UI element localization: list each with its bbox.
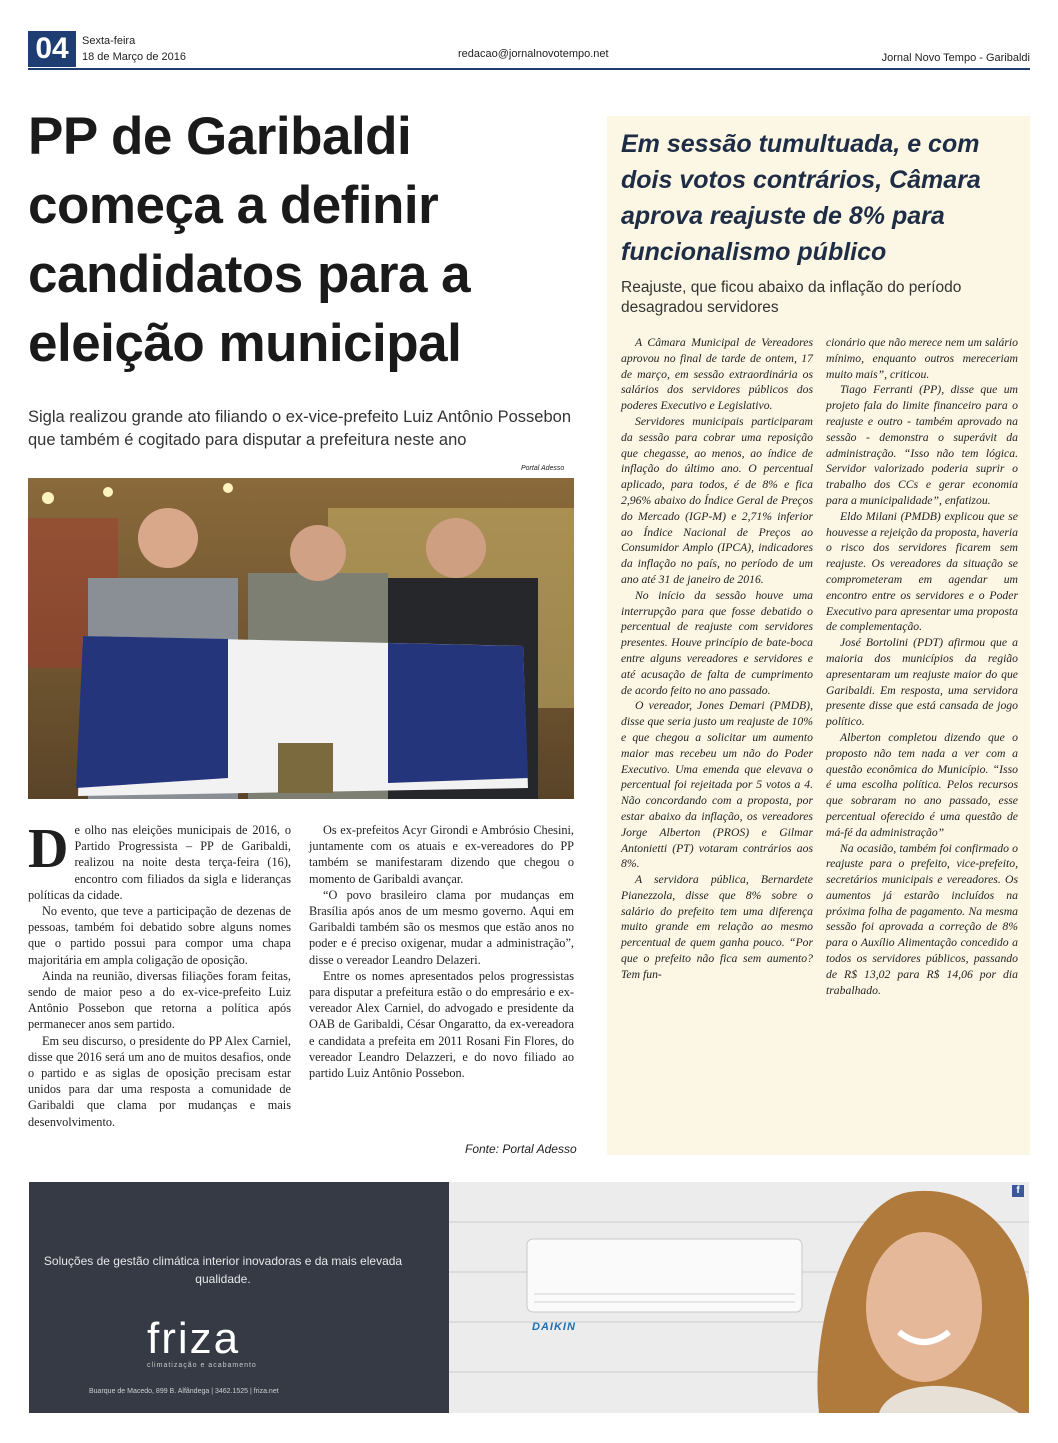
paragraph: Servidores municipais participaram da sessão para cobrar uma reposição que chegasse, ao menos, ao índice de inflação do último ano. O percentual aplicado, para todos, é de 8% e fica 2,96% abaixo do Índice Geral de Preços do Mercado (IGP-M) e 2,71% inferior ao Índice Nacional de Preços ao Consumidor Amplo (IPCA), indicadores da inflação no país, no período de um ano até 31 de janeiro de 2016.: [621, 414, 813, 586]
article-photo: [28, 478, 574, 799]
main-headline: PP de Garibaldi começa a definir candidatos para a eleição municipal: [28, 107, 471, 373]
paragraph: cionário que não merece nem um salário mínimo, enquanto outros mereceriam muito mais”, criticou.: [826, 336, 1018, 381]
side-headline: Em sessão tumultuada, e com dois votos contrários, Câmara aprova reajuste de 8% para funcionalismo público: [621, 130, 981, 266]
ad-contact-info: Buarque de Macedo, 899 B. Alfândega | 3462.1525 | friza.net: [89, 1388, 279, 1395]
header-date: 18 de Março de 2016: [82, 51, 186, 63]
photo-illustration: [28, 478, 574, 799]
paragraph: Tiago Ferranti (PP), disse que um projeto fala do limite financeiro para o reajuste e outro - também aprovado na sessão - demonstra o superávit da administração. “Isso não tem lógica. Servidor valorizado poderia suprir o trabalho dos CCs e gerar economia para a municipalidade”, enfatizou.: [826, 383, 1018, 507]
paragraph: “O povo brasileiro clama por mudanças em Brasília após anos de um mesmo governo. Aqui em Garibaldi também são os mesmos que estão anos no poder e é preciso oxigenar, mudar a administração”, disse o vereador Leandro Delazeri.: [309, 887, 574, 967]
paragraph-text: e olho nas eleições municipais de 2016, o Partido Progressista – PP de Garibaldi, realizou na noite desta terça-feira (16), encontro com filiados da sigla e lideranças políticas da cidade.: [28, 823, 291, 902]
paragraph: Alberton completou dizendo que o proposto não tem nada a ver com a questão econômica do Município. “Isso é uma escolha política. Pelos recursos que sobraram no ano passado, esse percentual oferecido é uma questão de má-fé da administração”: [826, 730, 1018, 839]
ad-brand-tagline: climatização e acabamento: [147, 1362, 257, 1369]
ad-brand-logo: friza: [147, 1314, 241, 1363]
page-number: 04: [28, 31, 76, 67]
facebook-icon[interactable]: f: [1012, 1185, 1024, 1197]
paragraph: O vereador, Jones Demari (PMDB), disse que seria justo um reajuste de 10% e que chegou a solicitar um aumento maior mas recebeu um não do Poder Executivo. Uma emenda que elevava o percentual foi rejeitada por 5 votos a 4. Não concordando com a proposta, por estar abaixo da inflação, os vereadores Jorge Alberton (PROS) e Gilmar Antonietti (PT) votaram contrários aos 8%.: [621, 699, 813, 871]
paragraph: José Bortolini (PDT) afirmou que a maioria dos municípios da região apresentaram um reajuste maior do que Garibaldi. Em resposta, uma servidora presente disse que está cansada de jogo político.: [826, 636, 1018, 729]
advertisement[interactable]: [29, 1182, 1029, 1413]
header-email[interactable]: redacao@jornalnovotempo.net: [458, 48, 609, 60]
main-article-column-2: [309, 822, 574, 1081]
side-subhead: Reajuste, que ficou abaixo da inflação do período desagradou servidores: [621, 279, 962, 316]
header-divider: [28, 68, 1030, 70]
drop-cap: D: [28, 818, 69, 880]
header-weekday: Sexta-feira: [82, 35, 136, 47]
paragraph: Eldo Milani (PMDB) explicou que se houvesse a rejeição da proposta, haveria o risco dos servidores ficarem sem reajuste. Os vereadores da situação se comprometeram em agendar um encontro entre os servidores e o Poder Executivo para apresentar uma proposta de complementação.: [826, 509, 1018, 634]
header-newspaper-name: Jornal Novo Tempo - Garibaldi: [881, 52, 1030, 64]
photo-credit: Portal Adesso: [521, 465, 565, 472]
paragraph: Na ocasião, também foi confirmado o reajuste para o prefeito, vice-prefeito, secretários municipais e vereadores. Os aumentos já estarão incluídos na próxima folha de pagamento. Na mesma sessão foi aprovada a correção de 8% para o Auxílio Alimentação concedido a todos os servidores públicos, passando de R$ 13,02 para R$ 14,06 por dia trabalhado.: [826, 841, 1018, 997]
paragraph: A Câmara Municipal de Vereadores aprovou no final de tarde de ontem, 17 de março, em sessão extraordinária os salários dos servidores públicos dos poderes Executivo e Legislativo.: [621, 336, 813, 413]
ad-slogan: Soluções de gestão climática interior inovadoras e da mais elevada qualidade.: [43, 1254, 403, 1286]
paragraph: Os ex-prefeitos Acyr Girondi e Ambrósio Chesini, juntamente com os atuais e ex-vereadores do PP também se manifestaram dizendo que chegou o momento de Garibaldi avançar.: [309, 823, 574, 886]
paragraph: Em seu discurso, o presidente do PP Alex Carniel, disse que 2016 será um ano de muitos desafios, onde o partido e as siglas de oposição precisam estar unidos para dar uma resposta a comunidade de Garibaldi que clama por mudanças e mais desenvolvimento.: [28, 1033, 291, 1129]
paragraph: [28, 818, 291, 903]
side-article-column-1: [621, 335, 813, 983]
main-subhead: Sigla realizou grande ato filiando o ex-vice-prefeito Luiz Antônio Possebon que também é cogitado para disputar a prefeitura neste ano: [28, 408, 572, 449]
side-article-column-2: [826, 335, 1018, 998]
ad-daikin-logo: DAIKIN: [532, 1321, 576, 1333]
paragraph: No início da sessão houve uma interrupção para que fosse debatido o percentual de reajuste com servidores presentes. Houve princípio de bate-boca entre alguns vereadores e servidores e até acusação de falta de cumprimento de acordo feito no ano passado.: [621, 588, 813, 697]
main-article-column-1: [28, 818, 291, 1130]
paragraph: No evento, que teve a participação de dezenas de pessoas, também foi debatido sobre alguns nomes que o partido possui para compor uma chapa majoritária em ampla coligação de oposição.: [28, 904, 291, 967]
ad-dark-panel: [29, 1182, 449, 1413]
paragraph: Ainda na reunião, diversas filiações foram feitas, sendo de maior peso a do ex-vice-prefeito Luiz Antônio Possebon que retorna a política após permanecer anos sem partido.: [28, 968, 291, 1032]
article-source: Fonte: Portal Adesso: [465, 1142, 577, 1156]
paragraph: Entre os nomes apresentados pelos progressistas para disputar a prefeitura estão o do empresário e ex-vereador Alex Carniel, do advogado e presidente da OAB de Garibaldi, César Ongaratto, da ex-vereadora e candidata a prefeita em 2011 Rosani Fin Flores, do vereador Leandro Delazzeri, e do novo filiado ao partido Luiz Antônio Possebon.: [309, 968, 574, 1081]
paragraph: A servidora pública, Bernardete Pianezzola, disse que 8% sobre o salário do prefeito tem uma diferença muito grande em relação ao mesmo percentual de quem ganha pouco. “Por que o prefeito não fica sem aumento? Tem fun-: [621, 873, 813, 981]
